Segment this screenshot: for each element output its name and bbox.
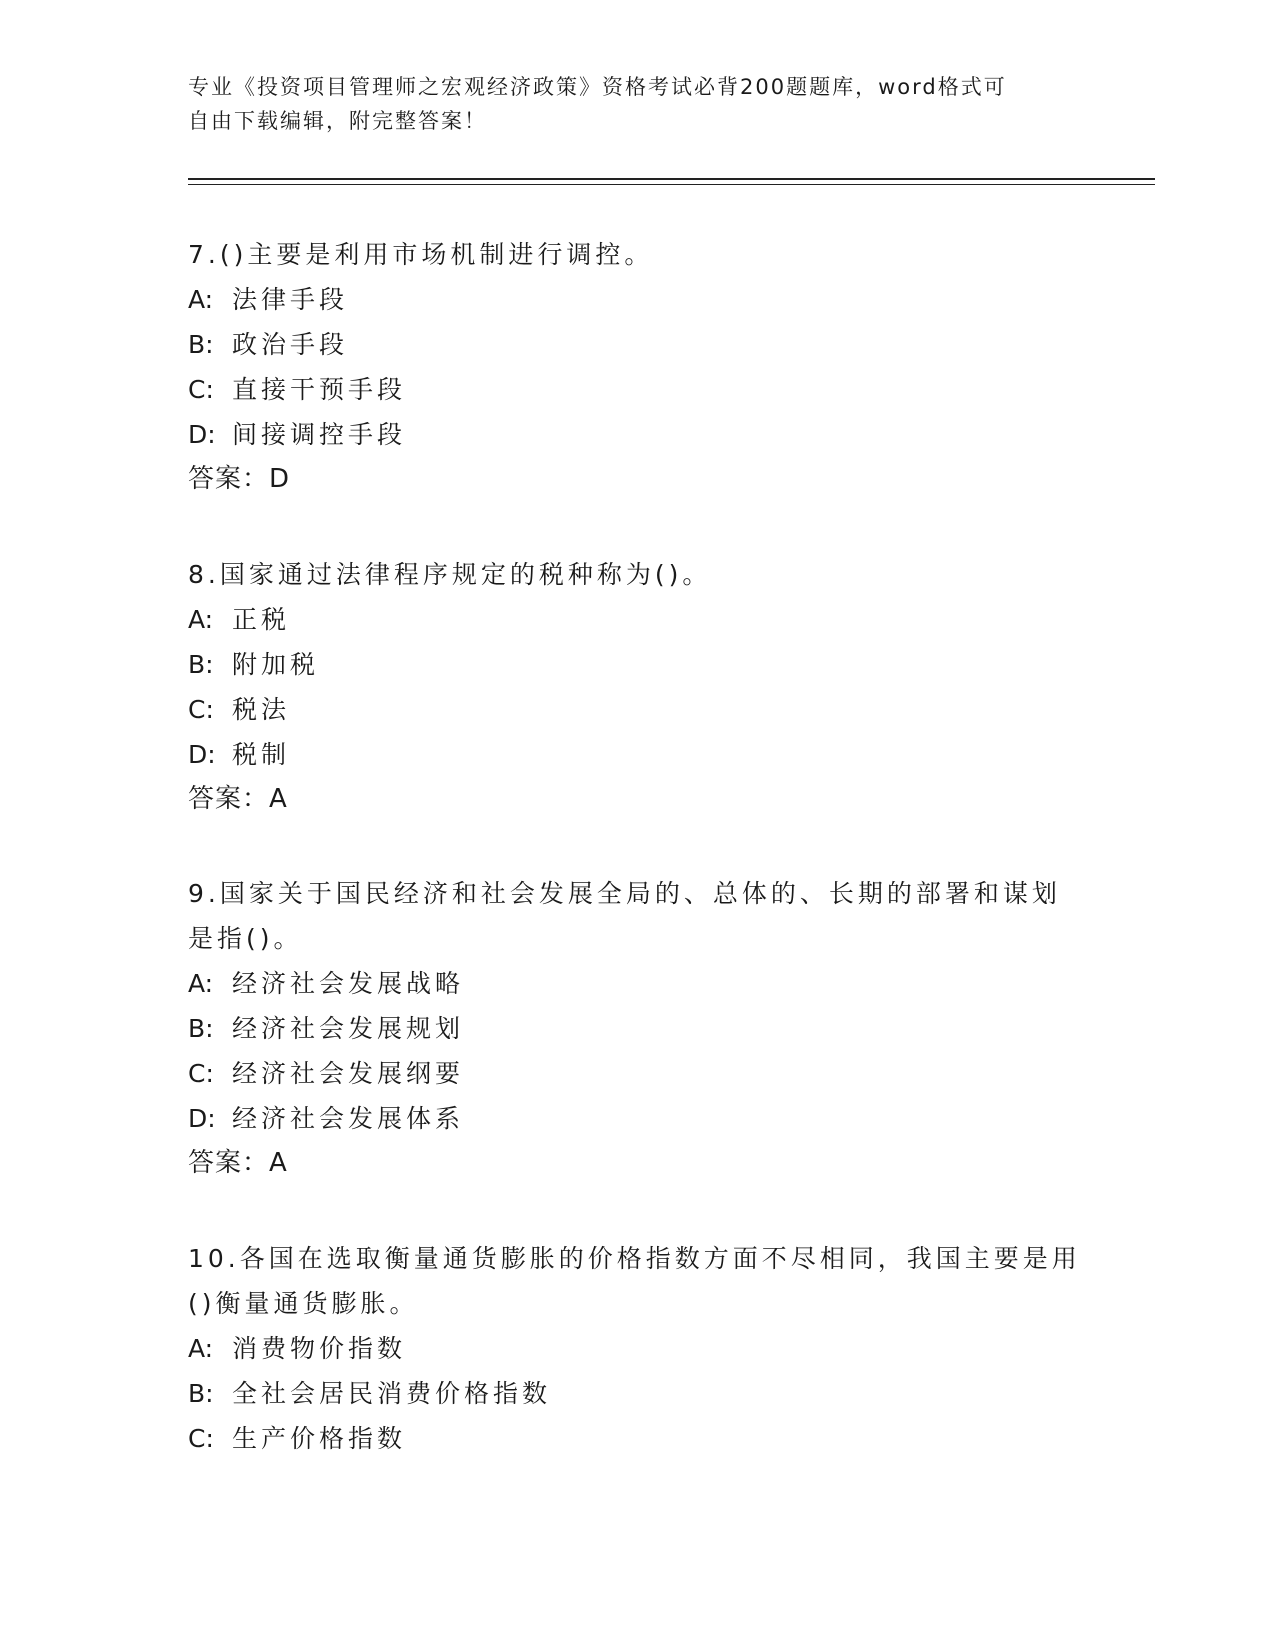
- question-stem-line-2: 是指()。: [188, 924, 303, 953]
- answer-line: 答案：A: [188, 784, 288, 814]
- option-a: [188, 961, 1088, 1006]
- option-c: [188, 1051, 1088, 1096]
- question-stem: 8.国家通过法律程序规定的税种称为()。: [188, 560, 712, 589]
- answer-line: 答案：D: [188, 464, 291, 494]
- option-text: 经济社会发展规划: [232, 1014, 465, 1043]
- option-d: [188, 412, 1088, 457]
- option-b: [188, 1371, 1088, 1416]
- question-9: [188, 871, 1088, 1186]
- option-text: 附加税: [232, 650, 320, 679]
- header-line-2: 自由下载编辑，附完整答案！: [188, 109, 487, 133]
- question-10: [188, 1236, 1088, 1461]
- option-text: 间接调控手段: [232, 420, 407, 449]
- option-key: C:: [188, 1059, 214, 1088]
- question-stem-line-1: 9.国家关于国民经济和社会发展全局的、总体的、长期的部署和谋划: [188, 879, 1061, 908]
- option-c: [188, 367, 1088, 412]
- option-key: B:: [188, 330, 214, 359]
- header-divider-thick: [188, 178, 1155, 180]
- document-header: [188, 70, 1068, 138]
- option-text: 法律手段: [232, 285, 349, 314]
- option-text: 税制: [232, 740, 291, 769]
- option-b: [188, 1006, 1088, 1051]
- option-d: [188, 1096, 1088, 1141]
- option-a: [188, 597, 1088, 642]
- option-b: [188, 642, 1088, 687]
- option-key: C:: [188, 695, 214, 724]
- header-divider-thin: [188, 184, 1155, 185]
- option-key: A:: [188, 969, 214, 998]
- option-key: D:: [188, 420, 216, 449]
- option-key: A:: [188, 1334, 214, 1363]
- option-c: [188, 1416, 1088, 1461]
- question-stem-line-2: ()衡量通货膨胀。: [188, 1289, 419, 1318]
- option-text: 税法: [232, 695, 291, 724]
- question-stem: 7.()主要是利用市场机制进行调控。: [188, 240, 654, 269]
- question-8: [188, 552, 1088, 822]
- option-a: [188, 1326, 1088, 1371]
- answer-line: 答案：A: [188, 1148, 288, 1178]
- option-text: 政治手段: [232, 330, 349, 359]
- option-key: C:: [188, 1424, 214, 1453]
- option-text: 经济社会发展战略: [232, 969, 465, 998]
- question-stem-line-1: 10.各国在选取衡量通货膨胀的价格指数方面不尽相同，我国主要是用: [188, 1244, 1081, 1273]
- option-key: D:: [188, 1104, 216, 1133]
- option-text: 全社会居民消费价格指数: [232, 1379, 552, 1408]
- option-key: C:: [188, 375, 214, 404]
- option-d: [188, 732, 1088, 777]
- option-c: [188, 687, 1088, 732]
- option-key: A:: [188, 605, 214, 634]
- option-key: B:: [188, 1014, 214, 1043]
- option-text: 经济社会发展纲要: [232, 1059, 465, 1088]
- option-text: 消费物价指数: [232, 1334, 407, 1363]
- option-a: [188, 277, 1088, 322]
- option-b: [188, 322, 1088, 367]
- option-text: 直接干预手段: [232, 375, 407, 404]
- option-text: 正税: [232, 605, 291, 634]
- option-key: B:: [188, 1379, 214, 1408]
- option-key: D:: [188, 740, 216, 769]
- option-key: B:: [188, 650, 214, 679]
- option-key: A:: [188, 285, 214, 314]
- option-text: 生产价格指数: [232, 1424, 407, 1453]
- header-line-1: 专业《投资项目管理师之宏观经济政策》资格考试必背200题题库，word格式可: [188, 75, 1007, 99]
- option-text: 经济社会发展体系: [232, 1104, 465, 1133]
- question-7: [188, 232, 1088, 502]
